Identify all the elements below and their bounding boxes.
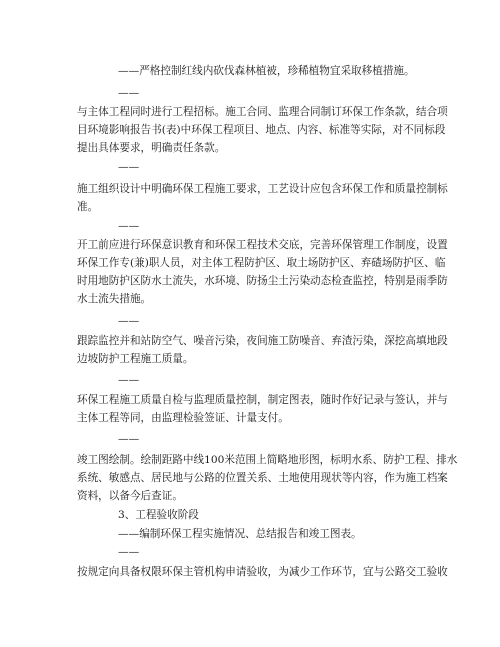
text-line: ——严格控制红线内砍伐森林植被，珍稀植物宜采取移植措施。: [118, 65, 415, 77]
text-line: 目环境影响报告书(表)中环保工程项目、地点、内容、标准等实际，对不同标段: [77, 124, 446, 136]
text-line: ——编制环保工程实施情况、总结报告和竣工图表。: [118, 528, 362, 540]
text-line: 按规定向具备权限环保主管机构申请验收，为减少工作环节，宜与公路交工验收: [77, 566, 448, 578]
dash-separator: ——: [118, 161, 140, 173]
dash-separator: ——: [118, 315, 140, 327]
text-line: 系统、敏感点、居民地与公路的位置关系、土地使用现状等内容，作为施工档案: [77, 472, 448, 484]
text-line: 主体工程等同，由监理检验签证、计量支付。: [77, 412, 289, 424]
dash-separator: ——: [118, 87, 140, 99]
dash-separator: ——: [118, 374, 140, 386]
dash-separator: ——: [118, 546, 140, 558]
text-line: 与主体工程同时进行工程招标。施工合同、监理合同制订环保工作条款，结合项: [77, 106, 448, 118]
text-line: 施工组织设计中明确环保工程施工要求，工艺设计应包含环保工作和质量控制标: [77, 183, 448, 195]
text-line: 水土流失措施。: [77, 293, 152, 305]
text-line: 环保工程施工质量自检与监理质量控制，制定图表，随时作好记录与签认，并与: [77, 394, 448, 406]
text-line: 准。: [77, 201, 99, 213]
section-heading: 3、工程验收阶段: [118, 509, 199, 521]
text-line: 提出具体要求，明确责任条款。: [77, 142, 226, 154]
text-line: 时用地防护区防水土流失，水环境、防扬尘土污染动态检查监控，特别是雨季防: [77, 275, 448, 287]
text-line: 竣工图绘制。绘制距路中线100米范围上简略地形图，标明水系、防护工程、排水: [77, 454, 458, 466]
text-line: 开工前应进行环保意识教育和环保工程技术交底，完善环保管理工作制度，设置: [77, 239, 448, 251]
dash-separator: ——: [118, 220, 140, 232]
text-line: 资料，以备今后查证。: [77, 490, 183, 502]
text-line: 跟踪监控并和站防空气、噪音污染，夜间施工防噪音、弃渣污染，深挖高填地段: [77, 335, 448, 347]
text-line: 边坡防护工程施工质量。: [77, 353, 194, 365]
text-line: 环保工作专(兼)职人员，对主体工程防护区、取土场防护区、弃碴场防护区、临: [77, 257, 446, 269]
dash-separator: ——: [118, 433, 140, 445]
